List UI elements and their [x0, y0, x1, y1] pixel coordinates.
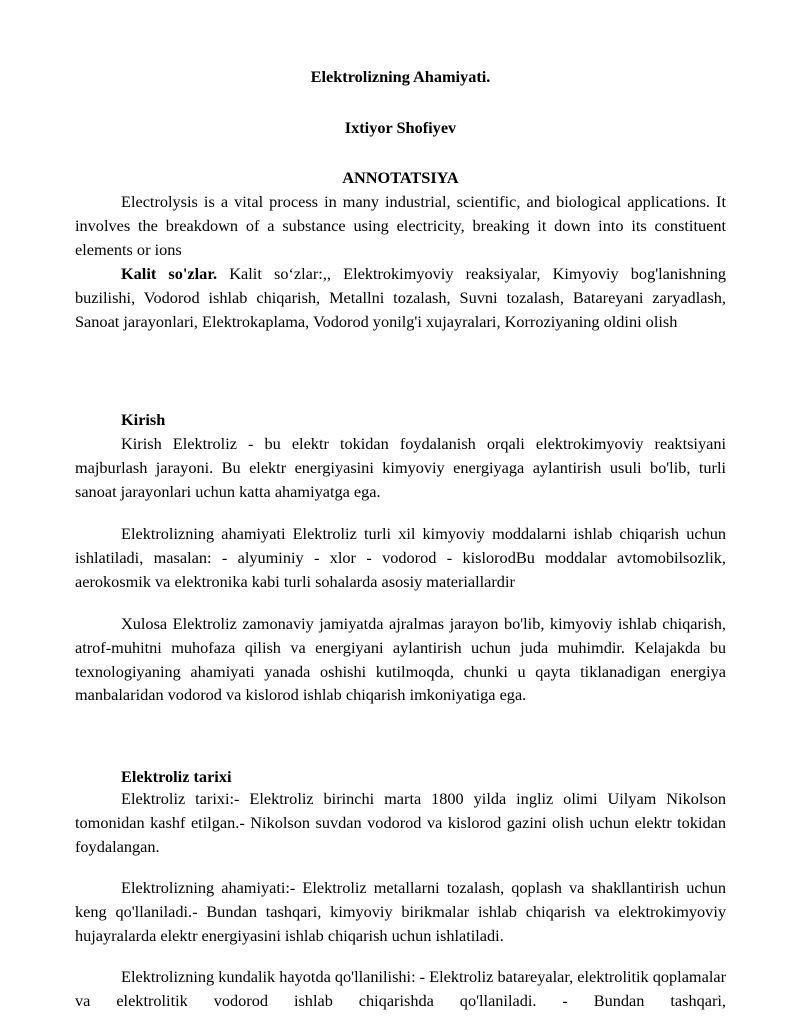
author-name: Ixtiyor Shofiyev	[344, 118, 457, 137]
body-paragraph: Xulosa Elektroliz zamonaviy jamiyatda ajralmas jarayon bo'lib, kimyoviy ishlab chiqarish, atrof-muhitni muhofaza qilish va energiyani aylantirish uchun juda muhimdir. Kelajakda bu texnologiyaning ahamiyati yanada oshishi kutilmoqda, chunki u qayta tiklanadigan energiya manbalaridan vodorod va kislorod ishlab chiqarish imkoniyatiga ega.	[75, 614, 726, 705]
body-paragraph: Elektrolizning kundalik hayotda qo'llanilishi: - Elektroliz batareyalar, elektrolitik qoplamalar va elektrolitik vodorod ishlab chiqarishda qo'llaniladi. - Bundan tashqari,	[75, 967, 726, 1010]
body-paragraph: Elektroliz tarixi:- Elektroliz birinchi marta 1800 yilda ingliz olimi Uilyam Nikolson tomonidan kashf etilgan.- Nikolson suvdan vodorod va kislorod gazini olish uchun elektr tokidan foydalangan.	[75, 789, 726, 856]
section-heading-kirish: Kirish	[121, 410, 166, 429]
body-paragraph: Kirish Elektroliz - bu elektr tokidan foydalanish orqali elektrokimyoviy reaktsiyani majburlash jarayoni. Bu elektr energiyasini kimyoviy energiyaga aylantirish usuli bo'lib, turli sanoat jarayonlari uchun katta ahamiyatga ega.	[75, 434, 726, 501]
document-page	[75, 0, 726, 1035]
document-title: Elektrolizning Ahamiyati.	[310, 67, 491, 86]
abstract-paragraph: Electrolysis is a vital process in many industrial, scientific, and biological applications. It involves the breakdown of a substance using electricity, breaking it down into its constituent elements or ions	[75, 192, 726, 259]
keywords-text: Kalit so‘zlar:,, Elektrokimyoviy reaksiyalar, Kimyoviy bog'lanishning buzilishi, Vodorod ishlab chiqarish, Metallni tozalash, Suvni tozalash, Batareyani zaryadlash, Sanoat jarayonlari, Elektrokaplama, Vodorod yonilg'i xujayralari, Korroziyaning oldini olish	[75, 264, 726, 331]
annotation-heading: ANNOTATSIYA	[342, 168, 459, 187]
body-paragraph: Elektrolizning ahamiyati Elektroliz turli xil kimyoviy moddalarni ishlab chiqarish uchun ishlatiladi, masalan: - alyuminiy - xlor - vodorod - kislorodBu moddalar avtomobilsozlik, aerokosmik va elektronika kabi turli sohalarda asosiy materiallardir	[75, 524, 726, 591]
section-heading-tarix: Elektroliz tarixi	[121, 767, 232, 786]
keywords-label: Kalit so'zlar.	[121, 264, 218, 283]
keywords-paragraph	[75, 262, 726, 333]
body-paragraph: Elektrolizning ahamiyati:- Elektroliz metallarni tozalash, qoplash va shakllantirish uchun keng qo'llaniladi.- Bundan tashqari, kimyoviy birikmalar ishlab chiqarish va elektrokimyoviy hujayralarda elektr energiyasini ishlab chiqarish uchun ishlatiladi.	[75, 878, 726, 945]
